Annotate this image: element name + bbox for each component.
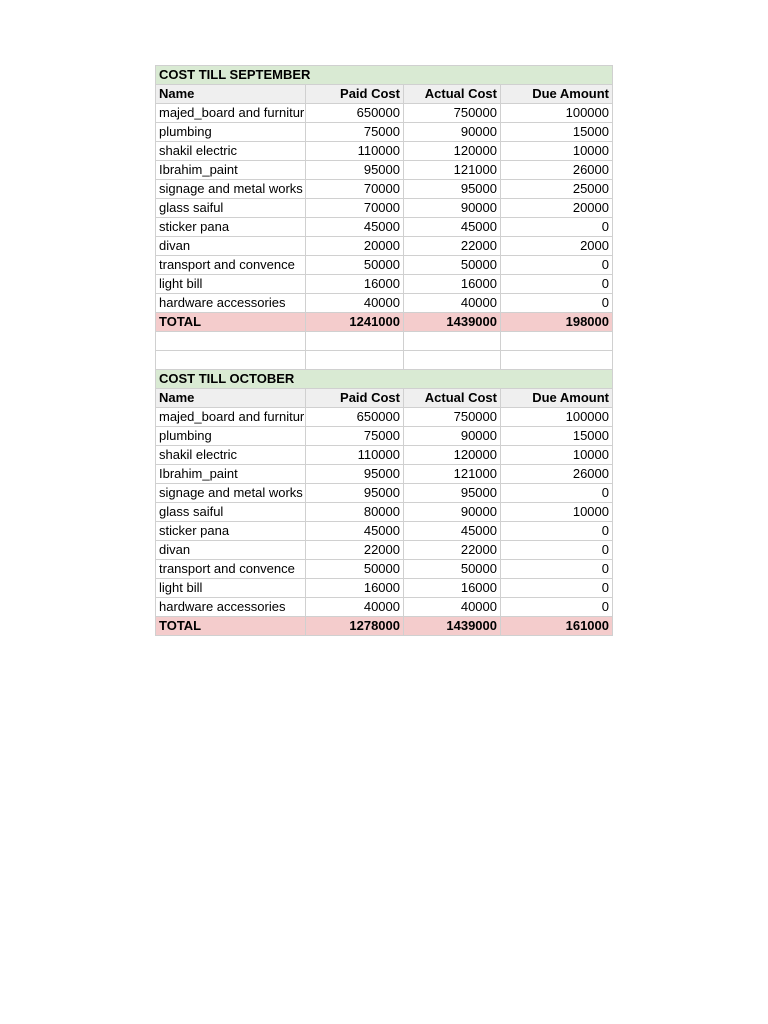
total-due-amount[interactable]: 161000 [501, 617, 613, 636]
cell-name[interactable]: light bill [156, 275, 306, 294]
cell-name[interactable]: divan [156, 541, 306, 560]
cell-actual-cost[interactable]: 50000 [404, 256, 501, 275]
cell-paid-cost[interactable]: 95000 [306, 465, 404, 484]
cell-actual-cost[interactable]: 16000 [404, 275, 501, 294]
cell-paid-cost[interactable]: 70000 [306, 180, 404, 199]
header-due-amount[interactable]: Due Amount [501, 85, 613, 104]
header-due-amount[interactable]: Due Amount [501, 389, 613, 408]
cell-actual-cost[interactable]: 22000 [404, 237, 501, 256]
table-row [156, 503, 613, 522]
cell-actual-cost[interactable]: 750000 [404, 408, 501, 427]
cell-actual-cost[interactable]: 121000 [404, 465, 501, 484]
table-row [156, 484, 613, 503]
table-row [156, 294, 613, 313]
cell-due-amount[interactable]: 10000 [501, 446, 613, 465]
table-row [156, 522, 613, 541]
cell-name[interactable]: transport and convence [156, 560, 306, 579]
cell-due-amount[interactable]: 26000 [501, 465, 613, 484]
column-header-row [156, 85, 613, 104]
total-paid-cost[interactable]: 1278000 [306, 617, 404, 636]
cell-due-amount[interactable]: 15000 [501, 427, 613, 446]
header-name[interactable]: Name [156, 85, 306, 104]
header-name[interactable]: Name [156, 389, 306, 408]
empty-cell[interactable] [404, 332, 501, 351]
cell-actual-cost[interactable]: 121000 [404, 161, 501, 180]
cell-name[interactable]: glass saiful [156, 503, 306, 522]
cell-actual-cost[interactable]: 40000 [404, 598, 501, 617]
cell-paid-cost[interactable]: 650000 [306, 408, 404, 427]
total-label[interactable]: TOTAL [156, 617, 306, 636]
cell-paid-cost[interactable]: 20000 [306, 237, 404, 256]
cell-due-amount[interactable]: 10000 [501, 503, 613, 522]
cell-name[interactable]: transport and convence [156, 256, 306, 275]
cell-name[interactable]: signage and metal works [156, 180, 306, 199]
cell-name[interactable]: majed_board and furnitur [156, 408, 306, 427]
cell-actual-cost[interactable]: 120000 [404, 142, 501, 161]
cell-paid-cost[interactable]: 70000 [306, 199, 404, 218]
cell-due-amount[interactable]: 2000 [501, 237, 613, 256]
table-row [156, 579, 613, 598]
cell-due-amount[interactable]: 100000 [501, 104, 613, 123]
cell-due-amount[interactable]: 0 [501, 294, 613, 313]
cell-actual-cost[interactable]: 50000 [404, 560, 501, 579]
empty-cell[interactable] [501, 332, 613, 351]
cell-due-amount[interactable]: 100000 [501, 408, 613, 427]
table-row [156, 199, 613, 218]
spreadsheet-page [155, 65, 612, 636]
cell-name[interactable]: shakil electric [156, 142, 306, 161]
header-actual-cost[interactable]: Actual Cost [404, 389, 501, 408]
empty-cell[interactable] [501, 351, 613, 370]
table-row [156, 161, 613, 180]
table-row [156, 598, 613, 617]
cell-paid-cost[interactable]: 16000 [306, 275, 404, 294]
table-row [156, 104, 613, 123]
empty-cell[interactable] [306, 332, 404, 351]
cell-name[interactable]: shakil electric [156, 446, 306, 465]
cell-paid-cost[interactable]: 45000 [306, 218, 404, 237]
cell-due-amount[interactable]: 0 [501, 541, 613, 560]
empty-cell[interactable] [156, 351, 306, 370]
cell-actual-cost[interactable]: 750000 [404, 104, 501, 123]
cell-actual-cost[interactable]: 90000 [404, 427, 501, 446]
total-paid-cost[interactable]: 1241000 [306, 313, 404, 332]
cell-due-amount[interactable]: 20000 [501, 199, 613, 218]
table-row [156, 465, 613, 484]
cell-actual-cost[interactable]: 95000 [404, 484, 501, 503]
cell-actual-cost[interactable]: 16000 [404, 579, 501, 598]
cell-actual-cost[interactable]: 120000 [404, 446, 501, 465]
section-title-row [156, 370, 613, 389]
cell-actual-cost[interactable]: 45000 [404, 218, 501, 237]
cell-actual-cost[interactable]: 40000 [404, 294, 501, 313]
table-row [156, 275, 613, 294]
cell-due-amount[interactable]: 0 [501, 579, 613, 598]
empty-row [156, 351, 613, 370]
section-title-row [156, 66, 613, 85]
total-actual-cost[interactable]: 1439000 [404, 617, 501, 636]
cell-due-amount[interactable]: 0 [501, 256, 613, 275]
table-row [156, 408, 613, 427]
cell-actual-cost[interactable]: 22000 [404, 541, 501, 560]
cell-due-amount[interactable]: 0 [501, 218, 613, 237]
cell-paid-cost[interactable]: 80000 [306, 503, 404, 522]
cell-paid-cost[interactable]: 16000 [306, 579, 404, 598]
empty-cell[interactable] [404, 351, 501, 370]
cell-paid-cost[interactable]: 50000 [306, 560, 404, 579]
cell-due-amount[interactable]: 10000 [501, 142, 613, 161]
section-title[interactable]: COST TILL OCTOBER [156, 370, 613, 389]
total-actual-cost[interactable]: 1439000 [404, 313, 501, 332]
table-row [156, 541, 613, 560]
cell-due-amount[interactable]: 0 [501, 484, 613, 503]
column-header-row [156, 389, 613, 408]
cell-paid-cost[interactable]: 40000 [306, 598, 404, 617]
table-row [156, 446, 613, 465]
cell-name[interactable]: plumbing [156, 123, 306, 142]
cell-paid-cost[interactable]: 650000 [306, 104, 404, 123]
cell-actual-cost[interactable]: 90000 [404, 123, 501, 142]
cell-name[interactable]: signage and metal works [156, 484, 306, 503]
cell-name[interactable]: sticker pana [156, 522, 306, 541]
total-due-amount[interactable]: 198000 [501, 313, 613, 332]
cell-name[interactable]: light bill [156, 579, 306, 598]
cell-name[interactable]: sticker pana [156, 218, 306, 237]
cell-name[interactable]: Ibrahim_paint [156, 465, 306, 484]
cell-name[interactable]: divan [156, 237, 306, 256]
empty-cell[interactable] [306, 351, 404, 370]
table-row [156, 256, 613, 275]
total-row [156, 313, 613, 332]
cell-actual-cost[interactable]: 95000 [404, 180, 501, 199]
table-row [156, 560, 613, 579]
cell-paid-cost[interactable]: 75000 [306, 427, 404, 446]
table-row [156, 237, 613, 256]
cell-name[interactable]: hardware accessories [156, 294, 306, 313]
cell-due-amount[interactable]: 26000 [501, 161, 613, 180]
cell-due-amount[interactable]: 15000 [501, 123, 613, 142]
cell-actual-cost[interactable]: 45000 [404, 522, 501, 541]
table-row [156, 123, 613, 142]
cell-actual-cost[interactable]: 90000 [404, 503, 501, 522]
cell-due-amount[interactable]: 0 [501, 598, 613, 617]
cell-name[interactable]: glass saiful [156, 199, 306, 218]
cell-name[interactable]: majed_board and furnitur [156, 104, 306, 123]
cell-paid-cost[interactable]: 95000 [306, 484, 404, 503]
table-row [156, 427, 613, 446]
cell-paid-cost[interactable]: 110000 [306, 446, 404, 465]
header-paid-cost[interactable]: Paid Cost [306, 85, 404, 104]
cell-paid-cost[interactable]: 45000 [306, 522, 404, 541]
cell-paid-cost[interactable]: 22000 [306, 541, 404, 560]
cell-due-amount[interactable]: 0 [501, 560, 613, 579]
empty-cell[interactable] [156, 332, 306, 351]
cell-actual-cost[interactable]: 90000 [404, 199, 501, 218]
cell-paid-cost[interactable]: 95000 [306, 161, 404, 180]
cell-paid-cost[interactable]: 110000 [306, 142, 404, 161]
cell-paid-cost[interactable]: 75000 [306, 123, 404, 142]
total-row [156, 617, 613, 636]
header-actual-cost[interactable]: Actual Cost [404, 85, 501, 104]
cell-due-amount[interactable]: 0 [501, 275, 613, 294]
cell-name[interactable]: hardware accessories [156, 598, 306, 617]
cost-table [155, 65, 613, 636]
table-row [156, 180, 613, 199]
section-title[interactable]: COST TILL SEPTEMBER [156, 66, 613, 85]
empty-row [156, 332, 613, 351]
cell-paid-cost[interactable]: 50000 [306, 256, 404, 275]
cell-due-amount[interactable]: 0 [501, 522, 613, 541]
cell-due-amount[interactable]: 25000 [501, 180, 613, 199]
table-row [156, 218, 613, 237]
cell-name[interactable]: Ibrahim_paint [156, 161, 306, 180]
table-row [156, 142, 613, 161]
cell-name[interactable]: plumbing [156, 427, 306, 446]
cell-paid-cost[interactable]: 40000 [306, 294, 404, 313]
total-label[interactable]: TOTAL [156, 313, 306, 332]
header-paid-cost[interactable]: Paid Cost [306, 389, 404, 408]
